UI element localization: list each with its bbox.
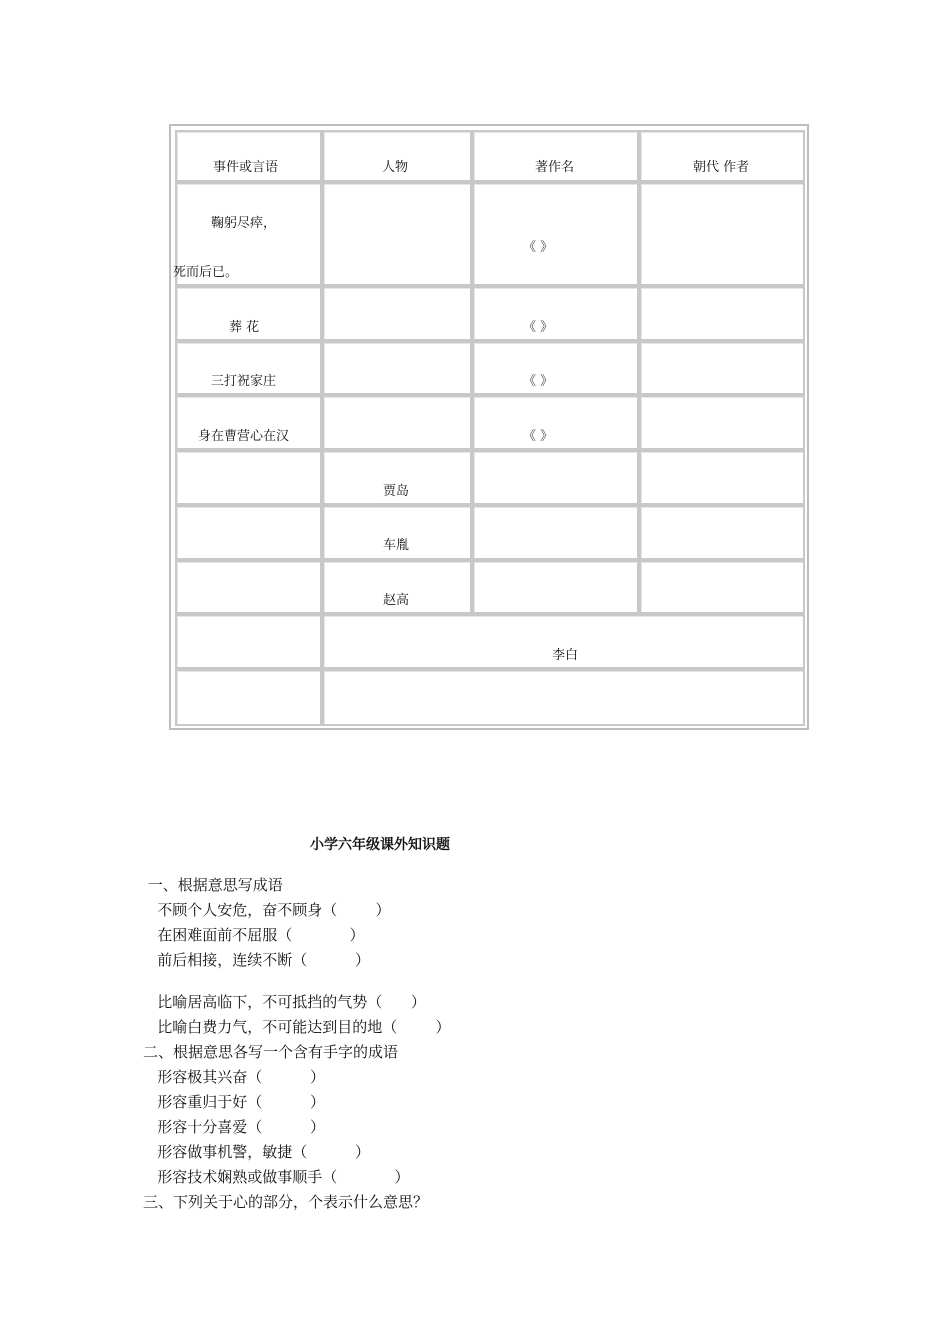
merged-cell	[322, 669, 805, 726]
table-row-cell	[175, 614, 322, 669]
event-text: 三打祝家庄	[211, 374, 277, 389]
quiz-line: 三、下列关于心的部分，个表示什么意思？	[143, 1193, 429, 1211]
header-event: 事件或言语	[213, 160, 279, 175]
table-row-cell	[472, 395, 639, 450]
merged-text: 李白	[552, 648, 579, 663]
table-row-cell	[472, 505, 639, 560]
table-row-cell	[175, 450, 322, 505]
event-text: 葬 花	[229, 320, 260, 335]
quiz-line: 形容十分喜爱（ ）	[143, 1118, 325, 1136]
event-text: 身在曹营心在汉	[198, 429, 290, 444]
table-row-cell	[639, 505, 805, 560]
person-text: 车胤	[383, 538, 410, 553]
quiz-line: 前后相接，连续不断（ ）	[143, 951, 370, 969]
table-row-cell	[472, 450, 639, 505]
book-brackets: 《 》	[523, 320, 554, 335]
quiz-line: 二、根据意思各写一个含有手字的成语	[143, 1043, 399, 1061]
table-row-cell	[175, 505, 322, 560]
person-text: 赵高	[383, 593, 410, 608]
table-row-cell	[639, 182, 805, 286]
table-row-cell	[175, 560, 322, 614]
quiz-line: 一、根据意思写成语	[143, 876, 283, 894]
knowledge-table	[169, 124, 809, 730]
table-row-cell	[639, 341, 805, 395]
quiz-line: 形容极其兴奋（ ）	[143, 1068, 325, 1086]
quiz-line: 在困难面前不屈服（ ）	[143, 926, 365, 944]
event-text: 死而后已。	[173, 265, 239, 280]
quiz-line: 形容做事机警，敏捷（ ）	[143, 1143, 370, 1161]
table-row-cell	[472, 341, 639, 395]
header-author: 朝代 作者	[693, 160, 750, 175]
table-row-cell	[322, 286, 472, 341]
table-row-cell	[322, 182, 472, 286]
table-row-cell	[639, 560, 805, 614]
quiz-line: 不顾个人安危，奋不顾身（ ）	[143, 901, 391, 919]
quiz-line: 比喻白费力气，不可能达到目的地（ ）	[143, 1018, 451, 1036]
table-row-cell	[639, 286, 805, 341]
table-row-cell	[472, 286, 639, 341]
book-brackets: 《 》	[523, 429, 554, 444]
table-row-cell	[175, 669, 322, 726]
table-row-cell	[639, 395, 805, 450]
header-person: 人物	[382, 160, 409, 175]
quiz-title: 小学六年级课外知识题	[310, 837, 450, 853]
event-text: 鞠躬尽瘁，	[211, 216, 277, 231]
quiz-line: 形容重归于好（ ）	[143, 1093, 325, 1111]
table-row-cell	[639, 450, 805, 505]
book-brackets: 《 》	[523, 240, 554, 255]
table-row-cell	[472, 560, 639, 614]
table-row-cell	[322, 395, 472, 450]
table-row-cell	[472, 182, 639, 286]
person-text: 贾岛	[383, 484, 410, 499]
book-brackets: 《 》	[523, 374, 554, 389]
table-row-cell	[322, 341, 472, 395]
quiz-line: 比喻居高临下，不可抵挡的气势（ ）	[143, 993, 426, 1011]
quiz-line: 形容技术娴熟或做事顺手（ ）	[143, 1168, 410, 1186]
header-book: 著作名	[535, 160, 575, 175]
